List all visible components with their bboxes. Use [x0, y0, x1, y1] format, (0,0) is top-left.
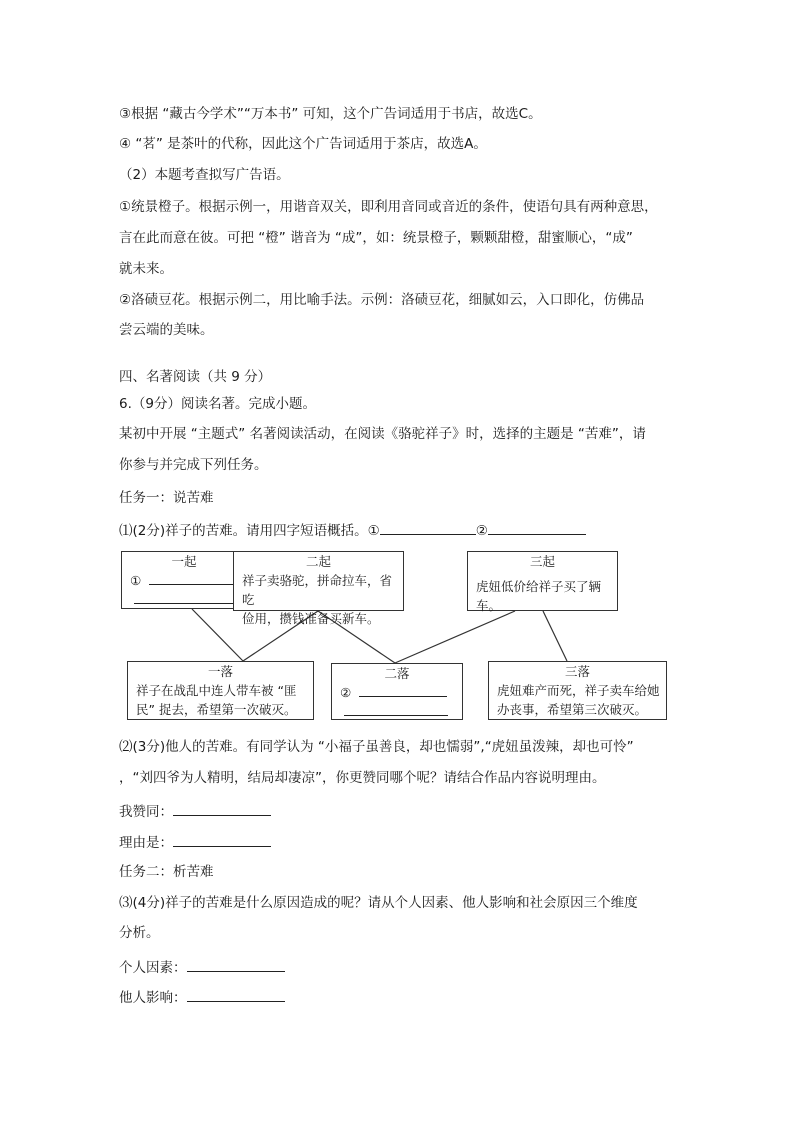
personal-row [119, 957, 285, 978]
fall-1-title: 一落 [207, 664, 233, 679]
fall-2-box [331, 663, 463, 720]
paragraph-2-line-2: 尝云端的美味。 [119, 322, 214, 338]
fall-2-blank-1[interactable] [359, 683, 447, 697]
fall-3-line-2: 办丧事，希望第三次破灭。 [497, 702, 648, 717]
task-1-heading: 任务一：说苦难 [119, 490, 214, 506]
rise-1-box [121, 551, 247, 609]
question-6-title: 6.（9分）阅读名著。完成小题。 [119, 396, 316, 412]
question-3-line-1: ⑶(4分)祥子的苦难是什么原因造成的呢？请从个人因素、他人影响和社会原因三个维度 [119, 895, 638, 911]
fall-1-line-1: 祥子在战乱中连人带车被 “匪 [136, 683, 297, 698]
question-2-line-1: ⑵(3分)他人的苦难。有同学认为 “小福子虽善良，却也懦弱”,“虎妞虽泼辣，却也可怜” [119, 739, 634, 755]
rise-1-blank-1[interactable] [149, 571, 239, 585]
question-3-line-2: 分析。 [119, 925, 160, 941]
agree-label: 我赞同： [119, 804, 173, 820]
others-blank[interactable] [187, 987, 285, 1002]
others-label: 他人影响： [119, 990, 187, 1006]
answer-4: ④ “茗” 是茶叶的代称，因此这个广告词适用于茶店，故选A。 [119, 136, 487, 152]
rise-3-box [467, 551, 618, 611]
rise-2-line-2: 俭用，攒钱准备买新车。 [242, 611, 380, 626]
part-2-heading: （2）本题考查拟写广告语。 [119, 167, 290, 183]
reason-label: 理由是： [119, 835, 173, 851]
paragraph-1-line-3: 就未来。 [119, 261, 173, 277]
fall-3-box [488, 661, 667, 720]
fall-1-line-2: 民” 捉去，希望第一次破灭。 [136, 702, 297, 717]
rise-1-title: 一起 [171, 554, 197, 569]
rise-1-blank-2[interactable] [134, 590, 238, 604]
reason-row [119, 832, 271, 853]
rise-3-line-1: 虎妞低价给祥子买了辆车。 [476, 579, 602, 613]
question-1-mark-2: ② [475, 523, 488, 539]
personal-blank[interactable] [187, 957, 285, 972]
section-4-heading: 四、名著阅读（共 9 分） [119, 369, 272, 385]
personal-label: 个人因素： [119, 960, 187, 976]
fall-2-title: 二落 [384, 666, 410, 681]
reason-blank[interactable] [173, 832, 271, 847]
intro-line-2: 你参与并完成下列任务。 [119, 457, 268, 473]
agree-blank[interactable] [173, 801, 271, 816]
rise-2-title: 二起 [305, 554, 331, 569]
rise-2-box [233, 551, 404, 626]
intro-line-1: 某初中开展 “主题式” 名著阅读活动，在阅读《骆驼祥子》时，选择的主题是 “苦难”，请 [119, 426, 646, 442]
question-2-line-2: ，“刘四爷为人精明，结局却凄凉”，你更赞同哪个呢？请结合作品内容说明理由。 [119, 770, 606, 786]
fall-3-line-1: 虎妞难产而死，祥子卖车给她 [497, 683, 660, 698]
rise-2-line-1: 祥子卖骆驼，拼命拉车，省吃 [242, 573, 393, 607]
agree-row [119, 801, 271, 822]
question-1-text: ⑴(2分)祥子的苦难。请用四字短语概括。① [119, 523, 380, 539]
paragraph-2-line-1: ②洛碛豆花。根据示例二，用比喻手法。示例：洛碛豆花，细腻如云，入口即化，仿佛品 [119, 292, 645, 308]
fall-1-box [127, 661, 314, 720]
paragraph-1-line-2: 言在此而意在彼。可把 “橙” 谐音为 “成”，如：统景橙子，颗颗甜橙，甜蜜顺心，“成” [119, 230, 633, 246]
fall-2-mark: ② [340, 685, 352, 700]
rise-3-title: 三起 [529, 554, 555, 569]
rise-1-mark: ① [130, 573, 142, 588]
paragraph-1-line-1: ①统景橙子。根据示例一，用谐音双关，即利用音同或音近的条件，使语句具有两种意思， [119, 199, 658, 215]
fall-3-title: 三落 [564, 664, 590, 679]
answer-3: ③根据 “藏古今学术”“万本书” 可知，这个广告词适用于书店，故选C。 [119, 106, 542, 122]
fall-2-blank-2[interactable] [344, 702, 448, 716]
task-2-heading: 任务二：析苦难 [119, 864, 214, 880]
others-row [119, 987, 285, 1008]
